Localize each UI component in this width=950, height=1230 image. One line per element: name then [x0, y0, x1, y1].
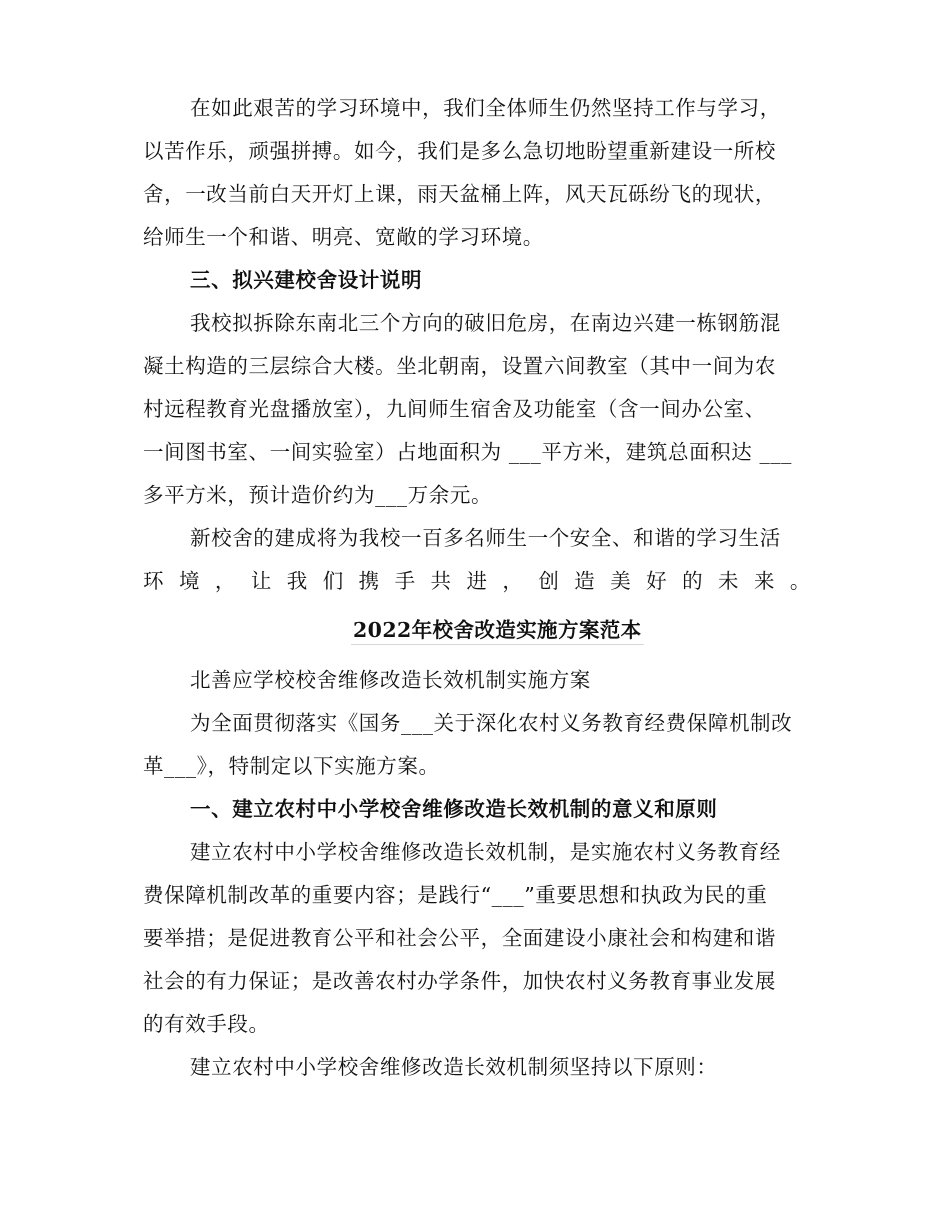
paragraph-line: 建立农村中小学校舍维修改造长效机制须坚持以下原则：	[190, 1055, 718, 1079]
paragraph-line: 建立农村中小学校舍维修改造长效机制，是实施农村义务教育经	[190, 840, 781, 864]
justified-char: 进	[466, 569, 488, 593]
section-heading: 一、建立农村中小学校舍维修改造长效机制的意义和原则	[190, 797, 718, 821]
paragraph-line: 费保障机制改革的重要内容；是践行“___”重要思想和执政为民的重	[143, 883, 768, 907]
document-title: 2022年校舍改造实施方案范本	[351, 616, 644, 645]
justified-char: 造	[574, 569, 596, 593]
paragraph-line: 多平方米，预计造价约为___万余元。	[143, 483, 493, 507]
paragraph-line: 以苦作乐，顽强拼搏。如今，我们是多么急切地盼望重新建设一所校	[143, 139, 776, 163]
justified-char: 来	[753, 569, 776, 593]
paragraph-line: 在如此艰苦的学习环境中，我们全体师生仍然坚持工作与学习，	[190, 96, 781, 120]
justified-char: 。	[789, 569, 811, 593]
justified-char: 美	[610, 569, 632, 593]
paragraph-line: 为全面贯彻落实《国务___关于深化农村义务教育经费保障机制改	[190, 711, 793, 735]
paragraph-line: 村远程教育光盘播放室），九间师生宿舍及功能室（含一间办公室、	[143, 397, 766, 421]
justified-char: 让	[250, 569, 272, 593]
paragraph-line: 革___》，特制定以下实施方案。	[143, 754, 440, 778]
justified-char: 好	[646, 569, 668, 593]
section-heading: 三、拟兴建校舍设计说明	[190, 268, 423, 292]
paragraph-line: 一间图书室、一间实验室）占地面积为 ___平方米，建筑总面积达 ___	[143, 440, 793, 464]
paragraph-line: 社会的有力保证；是改善农村办学条件，加快农村义务教育事业发展	[143, 969, 776, 993]
justified-char: ，	[502, 569, 524, 593]
paragraph-line: 要举措；是促进教育公平和社会公平，全面建设小康社会和构建和谐	[143, 926, 776, 950]
justified-char: 我	[286, 569, 308, 593]
justified-char: 创	[538, 569, 560, 593]
paragraph-line: 的有效手段。	[143, 1012, 270, 1036]
justified-char: 们	[322, 569, 344, 593]
paragraph-line: 给师生一个和谐、明亮、宽敞的学习环境。	[143, 225, 544, 249]
justified-char: 环	[143, 569, 165, 593]
paragraph-line: 新校舍的建成将为我校一百多名师生一个安全、和谐的学习生活	[190, 526, 781, 550]
justified-char: 携	[358, 569, 380, 593]
justified-char: 未	[718, 569, 740, 593]
paragraph-line: 舍，一改当前白天开灯上课，雨天盆桶上阵，风天瓦砾纷飞的现状，	[143, 182, 776, 206]
justified-char: 共	[430, 569, 452, 593]
justified-paragraph-line	[143, 567, 811, 595]
paragraph-line: 凝土构造的三层综合大楼。坐北朝南，设置六间教室（其中一间为农	[143, 354, 776, 378]
document-subtitle: 北善应学校校舍维修改造长效机制实施方案	[190, 668, 591, 692]
justified-char: 手	[394, 569, 416, 593]
justified-char: ，	[214, 569, 236, 593]
justified-char: 的	[682, 569, 704, 593]
paragraph-line: 我校拟拆除东南北三个方向的破旧危房，在南边兴建一栋钢筋混	[190, 311, 781, 335]
justified-char: 境	[178, 569, 201, 593]
